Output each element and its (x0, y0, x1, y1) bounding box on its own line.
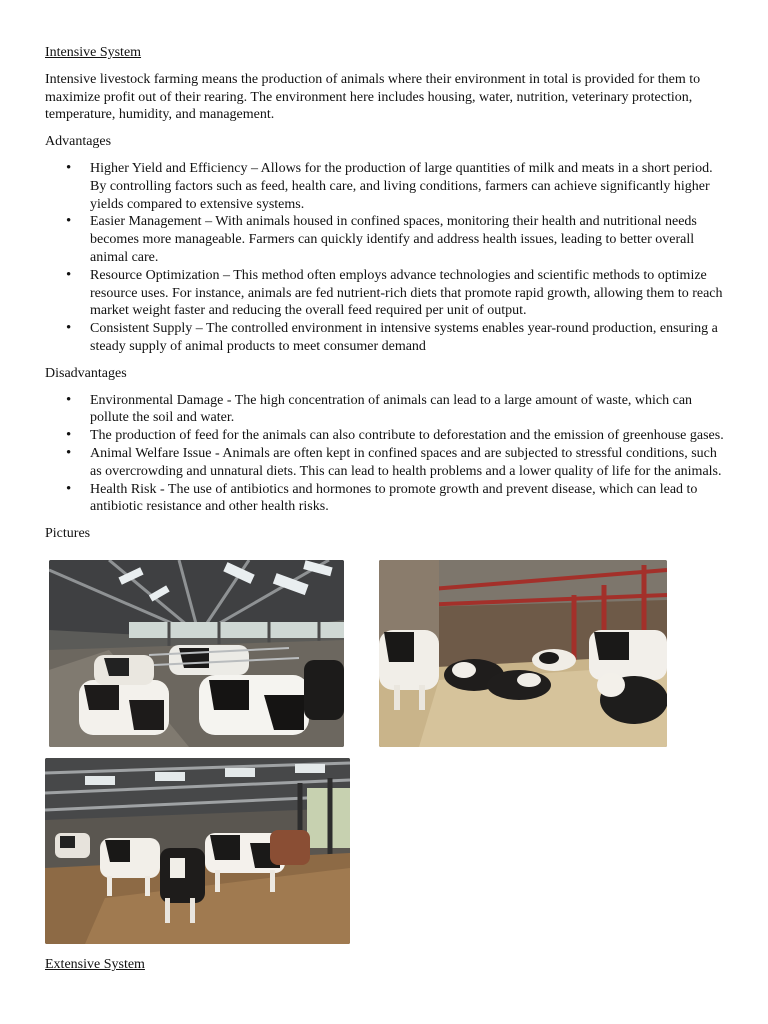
intensive-system-heading: Intensive System (45, 45, 142, 60)
list-item: • Health Risk - The use of antibiotics and hormones to promote growth and prevent disease, which can lead to antibiotic resistance and other health risks. (90, 481, 725, 517)
document-body (45, 44, 725, 552)
intensive-intro-paragraph: Intensive livestock farming means the production of animals where their environment in total is provided for them to maximize profit out of their rearing. The environment here includes housing, water, nutrition, veterinary protection, temperature, humidity, and management. (45, 71, 701, 123)
barn-cows-stalls-photo (49, 560, 344, 747)
disadvantages-label: Disadvantages (45, 365, 127, 381)
list-item: • Consistent Supply – The controlled environment in intensive systems enables year-round production, ensuring a steady supply of animal products to meet consumer demand (90, 320, 725, 356)
list-item: • Easier Management – With animals housed in confined spaces, monitoring their health and nutritional needs becomes more manageable. Farmers can quickly identify and address health issues, leading to better overall animal care. (90, 213, 725, 266)
list-item: • The production of feed for the animals can also contribute to deforestation and the emission of greenhouse gases. (90, 427, 725, 445)
advantages-list (45, 160, 725, 356)
cows-in-shed-photo (45, 758, 350, 944)
disadvantages-list (45, 392, 725, 517)
list-item: • Resource Optimization – This method often employs advance technologies and scientific methods to optimize resource uses. For instance, animals are fed nutrient-rich diets that promote rapid growth, allowing them to reach market weight faster and reducing the overall feed required per unit of output. (90, 267, 725, 320)
extensive-system-heading: Extensive System (45, 957, 145, 972)
list-item: • Environmental Damage - The high concentration of animals can lead to a large amount of waste, which can pollute the soil and water. (90, 392, 725, 428)
list-item: • Animal Welfare Issue - Animals are often kept in confined spaces and are subjected to stressful conditions, such as overcrowding and unnatural diets. This can lead to health problems and a lower quality of life for the animals. (90, 445, 725, 481)
cows-straw-bedding-photo (379, 560, 667, 747)
pictures-label: Pictures (45, 526, 91, 542)
list-item: • Higher Yield and Efficiency – Allows for the production of large quantities of milk and meats in a short period. By controlling factors such as feed, health care, and living conditions, farmers can achieve significantly higher yields compared to extensive systems. (90, 160, 725, 213)
advantages-label: Advantages (45, 134, 112, 150)
